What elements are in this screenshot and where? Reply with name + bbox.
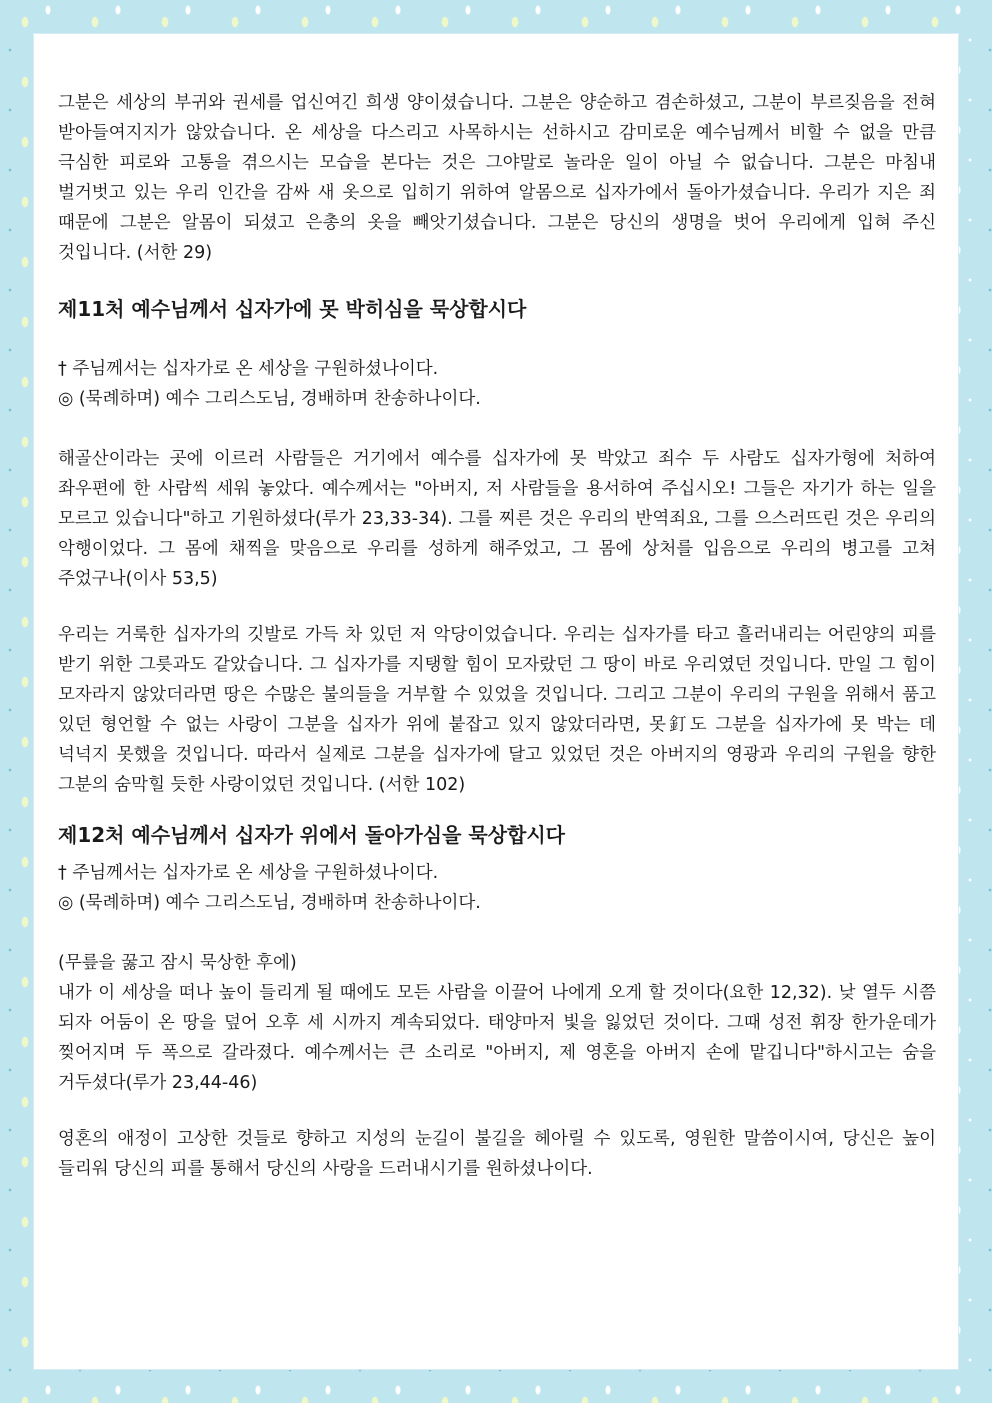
station-11-title: 제11처 예수님께서 십자가에 못 박히심을 묵상합시다: [58, 297, 527, 321]
station-12-paragraph-1: 내가 이 세상을 떠나 높이 들리게 될 때에도 모든 사람을 이끌어 나에게 오게 할 것이다(요한 12,32). 낮 열두 시쯤 되자 어둠이 온 땅을 덮어 오후 세 시까지 계속되었다. 태양마저 빛을 잃었던 것이다. 그때 성전 휘장 한가운데가 찢어지며 두 폭으로 갈라졌다. 예수께서는 큰 소리로 "아버지, 제 영혼을 아버지 손에 맡깁니다"하시고는 숨을 거두셨다(루가 23,44-46): [58, 983, 936, 1093]
intro-paragraph: 그분은 세상의 부귀와 권세를 업신여긴 희생 양이셨습니다. 그분은 양순하고 겸손하셨고, 그분이 부르짖음을 전혀 받아들여지지가 않았습니다. 온 세상을 다스리고 사목하시는 선하시고 감미로운 예수님께서 비할 수 없을 만큼 극심한 피로와 고통을 겪으시는 모습을 본다는 것은 그야말로 놀라운 일이 아닐 수 없습니다. 그분은 마침내 벌거벗고 있는 우리 인간을 감싸 새 옷으로 입히기 위하여 알몸으로 십자가에서 돌아가셨습니다. 우리가 지은 죄 때문에 그분은 알몸이 되셨고 은총의 옷을 빼앗기셨습니다. 그분은 당신의 생명을 벗어 우리에게 입혀 주신 것입니다. (서한 29): [58, 93, 936, 263]
station-12-paragraph-2: 영혼의 애정이 고상한 것들로 향하고 지성의 눈길이 불길을 헤아릴 수 있도록, 영원한 말씀이시여, 당신은 높이 들리워 당신의 피를 통해서 당신의 사랑을 드러내시기를 원하셨나이다.: [58, 1129, 936, 1179]
station-12-versicle: † 주님께서는 십자가로 온 세상을 구원하셨나이다.: [58, 863, 439, 883]
station-11-response: ◎ (묵례하며) 예수 그리스도님, 경배하며 찬송하나이다.: [58, 389, 481, 409]
station-11-versicle: † 주님께서는 십자가로 온 세상을 구원하셨나이다.: [58, 359, 439, 379]
station-12-title: 제12처 예수님께서 십자가 위에서 돌아가심을 묵상합시다: [58, 823, 566, 847]
station-12-response: ◎ (묵례하며) 예수 그리스도님, 경배하며 찬송하나이다.: [58, 893, 481, 913]
station-11-paragraph-1: 해골산이라는 곳에 이르러 사람들은 거기에서 예수를 십자가에 못 박았고 죄수 두 사람도 십자가형에 처하여 좌우편에 한 사람씩 세워 놓았다. 예수께서는 "아버지, 저 사람들을 용서하여 주십시오! 그들은 자기가 하는 일을 모르고 있습니다"하고 기원하셨다(루가 23,33-34). 그를 찌른 것은 우리의 반역죄요, 그를 으스러뜨린 것은 우리의 악행이었다. 그 몸에 채찍을 맞음으로 우리를 성하게 해주었고, 그 몸에 상처를 입음으로 우리의 병고를 고쳐 주었구나(이사 53,5): [58, 449, 936, 589]
station-12-rubric: (무릎을 꿇고 잠시 묵상한 후에): [58, 953, 297, 973]
station-11-paragraph-2: 우리는 거룩한 십자가의 깃발로 가득 차 있던 저 악당이었습니다. 우리는 십자가를 타고 흘러내리는 어린양의 피를 받기 위한 그릇과도 같았습니다. 그 십자가를 지탱할 힘이 모자랐던 그 땅이 바로 우리였던 것입니다. 만일 그 힘이 모자라지 않았더라면 땅은 수많은 불의들을 거부할 수 있었을 것입니다. 그리고 그분이 우리의 구원을 위해서 품고 있던 형언할 수 없는 사랑이 그분을 십자가 위에 붙잡고 있지 않았더라면, 못釘도 그분을 십자가에 못 박는 데 넉넉지 못했을 것입니다. 따라서 실제로 그분을 십자가에 달고 있었던 것은 아버지의 영광과 우리의 구원을 향한 그분의 숨막힐 듯한 사랑이었던 것입니다. (서한 102): [58, 625, 936, 795]
document-body: [58, 88, 936, 1184]
